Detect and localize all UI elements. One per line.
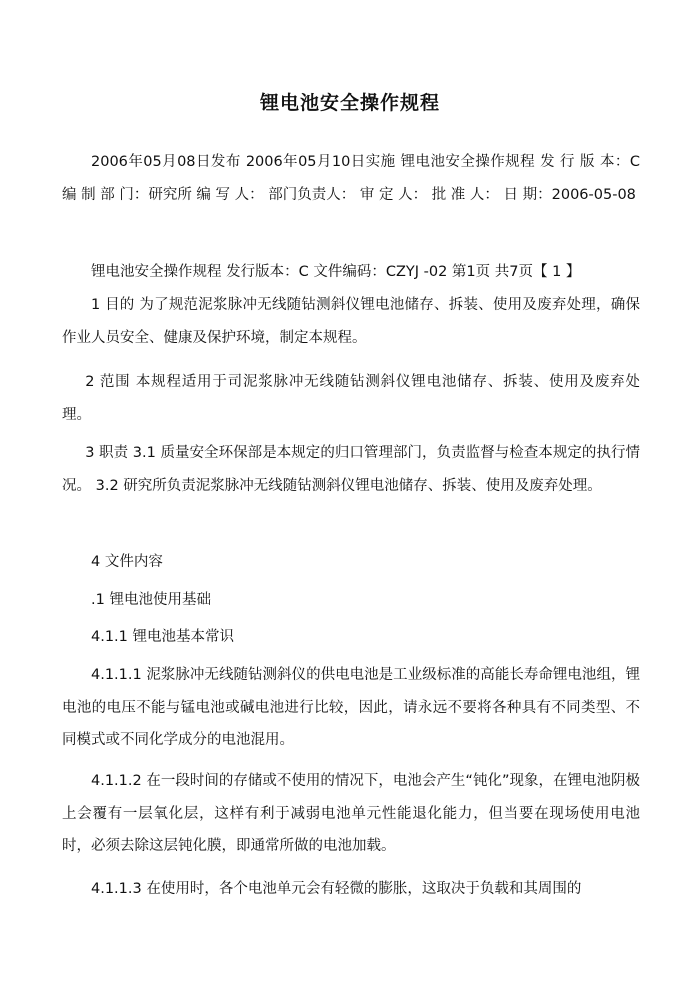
section-scope: 2 范围 本规程适用于司泥浆脉冲无线随钻测斜仪锂电池储存、拆装、使用及废弃处理。 bbox=[62, 374, 640, 423]
clause-4-1-1-2: 4.1.1.2 在一段时间的存储或不使用的情况下，电池会产生“钝化”现象，在锂电池阴极上会覆有一层氧化层，这样有利于减弱电池单元性能退化能力，但当要在现场使用电池时，必须去除这层钝化膜，即通常所做的电池加载。 bbox=[62, 773, 640, 854]
section-responsibility: 3 职责 3.1 质量安全环保部是本规定的归口管理部门，负责监督与检查本规定的执行情况。 3.2 研究所负责泥浆脉冲无线随钻测斜仪锂电池储存、拆装、使用及废弃处理。 bbox=[62, 445, 640, 494]
clause-4-1-1-3: 4.1.1.3 在使用时，各个电池单元会有轻微的膨胀，这取决于负载和其周围的 bbox=[91, 881, 582, 897]
document-meta-line: 锂电池安全操作规程 发行版本：C 文件编码：CZYJ -02 第1页 共7页【 1 】 bbox=[91, 264, 581, 280]
clause-4-1-1-1: 4.1.1.1 泥浆脉冲无线随钻测斜仪的供电电池是工业级标准的高能长寿命锂电池组，锂电池的电压不能与锰电池或碱电池进行比较，因此，请永远不要将各种具有不同类型、不同模式或不同化学成分的电池混用。 bbox=[62, 667, 640, 748]
section-purpose: 1 目的 为了规范泥浆脉冲无线随钻测斜仪锂电池储存、拆装、使用及废弃处理，确保作业人员安全、健康及保护环境，制定本规程。 bbox=[62, 297, 640, 346]
section-content-heading: 4 文件内容 bbox=[91, 554, 163, 570]
document-header-info: 2006年05月08日发布 2006年05月10日实施 锂电池安全操作规程 发 行 版 本：C 编 制 部 门：研究所 编 写 人： 部门负责人： 审 定 人： 批 准 人： 日 期：2006-05-08 bbox=[62, 154, 640, 203]
subsubsection-heading: 4.1.1 锂电池基本常识 bbox=[91, 629, 235, 645]
subsection-heading: .1 锂电池使用基础 bbox=[91, 592, 211, 608]
document-title: 锂电池安全操作规程 bbox=[259, 92, 440, 114]
